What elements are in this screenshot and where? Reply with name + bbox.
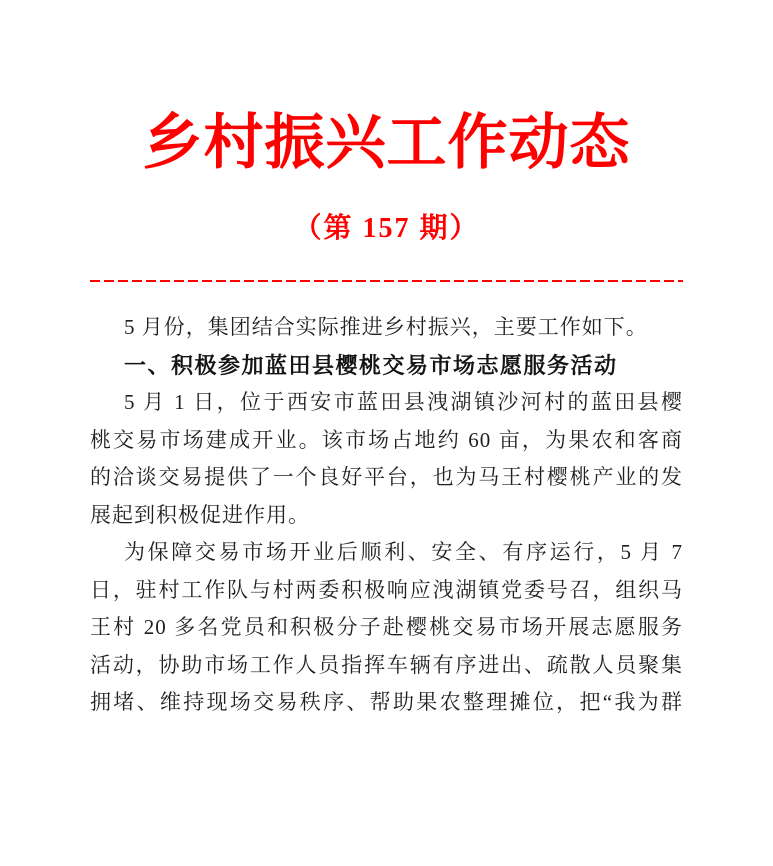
issue-number: （第 157 期） (293, 213, 480, 244)
document-title: 乡村振兴工作动态 (142, 110, 631, 176)
body-line: 拥堵、维持现场交易秩序、帮助果农整理摊位，把“我为群 (90, 690, 683, 714)
body-line: 展起到积极促进作用。 (90, 502, 310, 527)
body-line: 活动，协助市场工作人员指挥车辆有序进出、疏散人员聚集 (90, 652, 683, 677)
red-dashed-divider (90, 280, 683, 282)
body-line: 桃交易市场建成开业。该市场占地约 60 亩，为果农和客商 (90, 427, 683, 452)
body-line: 5 月 1 日，位于西安市蓝田县洩湖镇沙河村的蓝田县樱 (124, 390, 683, 414)
body-line: 王村 20 多名党员和积极分子赴樱桃交易市场开展志愿服务 (90, 615, 683, 639)
body-line: 5 月份，集团结合实际推进乡村振兴，主要工作如下。 (124, 315, 648, 339)
body-line: 为保障交易市场开业后顺利、安全、有序运行，5 月 7 (124, 540, 683, 564)
document-content (90, 110, 683, 722)
section-heading: 一、积极参加蓝田县樱桃交易市场志愿服务活动 (124, 352, 618, 378)
document-body (90, 309, 683, 722)
body-line: 的洽谈交易提供了一个良好平台，也为马王村樱桃产业的发 (90, 465, 683, 489)
body-line: 日，驻村工作队与村两委积极响应洩湖镇党委号召，组织马 (90, 577, 683, 602)
